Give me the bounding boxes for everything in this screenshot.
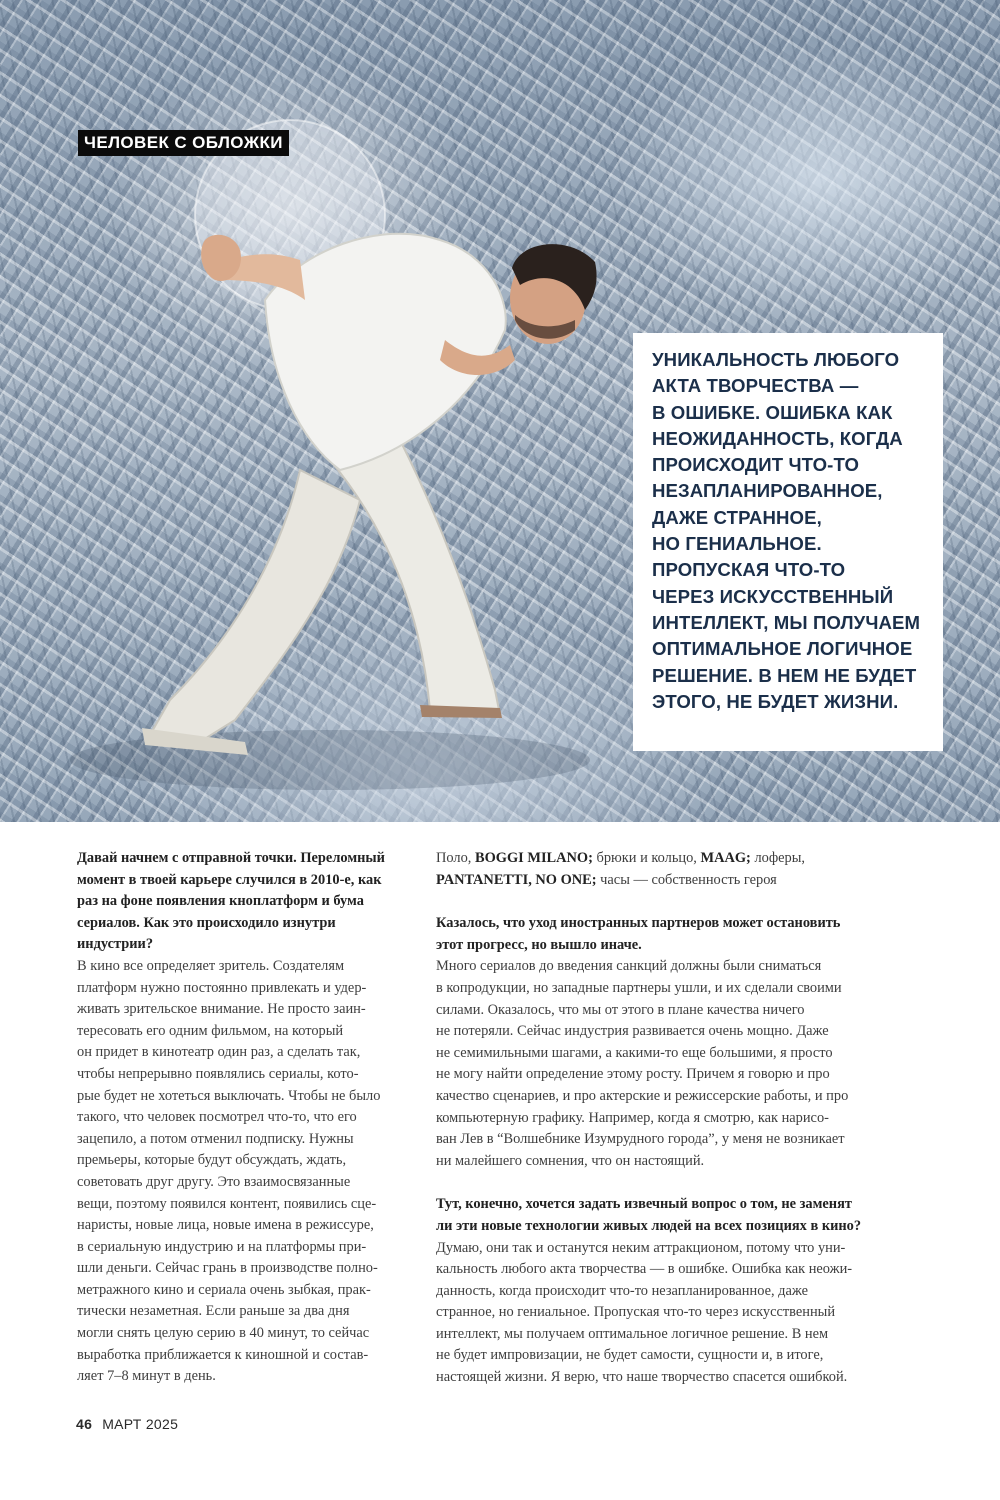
left-column — [77, 848, 412, 1388]
credits-text: часы — собственность героя — [596, 871, 777, 888]
answer-line: ляет 7–8 минут в день. — [77, 1368, 216, 1385]
answer-line: ни малейшего сомнения, что он настоящий. — [436, 1152, 705, 1169]
question-line: Давай начнем с отправной точки. Переломный — [77, 850, 385, 866]
interview-question — [436, 1194, 926, 1237]
answer-line: силами. Оказалось, что мы от этого в плане качества ничего — [436, 1001, 805, 1018]
answer-line: наристы, новые лица, новые имена в режиссуре, — [77, 1217, 374, 1234]
answer-line: ван Лев в “Волшебнике Изумрудного города”, у меня не возникает — [436, 1131, 845, 1148]
answer-line: в сериальную индустрию и на платформы при- — [77, 1238, 367, 1255]
answer-line: выработка приближается к киношной и состав- — [77, 1346, 369, 1363]
answer-line: чтобы непрерывно появлялись сериалы, кото- — [77, 1065, 359, 1082]
answer-line: Много сериалов до введения санкций должны были сниматься — [436, 958, 822, 975]
answer-line: компьютерную графику. Например, когда я смотрю, как нарисо- — [436, 1109, 829, 1126]
answer-line: зацепило, а потом отменил подписку. Нужны — [77, 1130, 354, 1147]
pull-quote-line: ЧЕРЕЗ ИСКУССТВЕННЫЙ — [652, 585, 894, 607]
pull-quote-line: АКТА ТВОРЧЕСТВА — — [652, 375, 859, 397]
pull-quote-line: ЭТОГО, НЕ БУДЕТ ЖИЗНИ. — [652, 690, 899, 712]
question-line: раз на фоне появления кноплатформ и бума — [77, 893, 364, 910]
pull-quote-line: В ОШИБКЕ. ОШИБКА КАК — [652, 401, 893, 423]
answer-line: качество сценариев, и про актерские и режиссерские работы, и про — [436, 1087, 849, 1104]
pull-quote — [633, 333, 943, 751]
answer-line: могли снять целую серию в 40 минут, то сейчас — [77, 1325, 370, 1342]
answer-line: живать зрительское внимание. Не просто заин- — [77, 1001, 366, 1018]
answer-line: премьеры, которые будут обсуждать, ждать, — [77, 1152, 347, 1169]
page-footer — [76, 1416, 178, 1432]
answer-line: интеллект, мы получаем оптимальное логичное решение. В нем — [436, 1325, 829, 1342]
pull-quote-line: ОПТИМАЛЬНОЕ ЛОГИЧНОЕ — [652, 638, 913, 660]
answer-line: в копродукции, но западные партнеры ушли, и их сделали своими — [436, 979, 842, 996]
right-column — [436, 848, 926, 1389]
question-line: индустрии? — [77, 936, 154, 953]
interview-answer — [77, 956, 412, 1388]
interview-question — [436, 913, 926, 956]
pull-quote-line: ИНТЕЛЛЕКТ, МЫ ПОЛУЧАЕМ — [652, 611, 921, 633]
photo-credits — [436, 848, 926, 891]
section-label: ЧЕЛОВЕК С ОБЛОЖКИ — [78, 130, 289, 156]
answer-line: вещи, поэтому появился контент, появились сце- — [77, 1195, 377, 1212]
answer-line: рые будет не хотеться выключать. Чтобы не было — [77, 1087, 381, 1104]
interview-answer — [436, 1238, 926, 1389]
answer-line: данность, когда происходит что-то незапланированное, даже — [436, 1282, 808, 1299]
pull-quote-line: ДАЖЕ СТРАННОЕ, — [652, 506, 822, 528]
answer-line: советовать друг другу. Это взаимосвязанные — [77, 1173, 351, 1190]
spacer — [436, 891, 926, 913]
question-line: Тут, конечно, хочется задать извечный вопрос о том, не заменят — [436, 1196, 852, 1213]
pull-quote-line: НЕЗАПЛАНИРОВАННОЕ, — [652, 480, 883, 502]
answer-line: платформ нужно постоянно привлекать и удер- — [77, 979, 367, 996]
credits-text: лоферы, — [750, 850, 805, 866]
spacer — [436, 1172, 926, 1194]
answer-line: он придет в кинотеатр один раз, а сделать так, — [77, 1044, 361, 1061]
pull-quote-line: РЕШЕНИЕ. В НЕМ НЕ БУДЕТ — [652, 664, 917, 686]
brand-name: MAAG; — [700, 850, 751, 866]
answer-line: Думаю, они так и останутся неким аттракционом, потому что уни- — [436, 1239, 846, 1256]
question-line: ли эти новые технологии живых людей на всех позициях в кино? — [436, 1217, 862, 1234]
answer-line: странное, но гениальное. Пропуская что-то через искусственный — [436, 1304, 836, 1321]
answer-line: тересовать его одним фильмом, на который — [77, 1022, 344, 1039]
answer-line: не семимильными шагами, а какими-то еще большими, я просто — [436, 1044, 833, 1061]
pull-quote-line: ПРОПУСКАЯ ЧТО-ТО — [652, 559, 846, 581]
answer-line: В кино все определяет зритель. Создателям — [77, 957, 345, 974]
question-line: момент в твоей карьере случился в 2010-е, как — [77, 871, 382, 888]
answer-line: не потеряли. Сейчас индустрия развивается очень мощно. Даже — [436, 1023, 829, 1040]
pull-quote-line: НЕОЖИДАННОСТЬ, КОГДА — [652, 427, 903, 449]
brand-name: BOGGI MILANO; — [474, 850, 593, 866]
answer-line: метражного кино и сериала очень зыбкая, прак- — [77, 1281, 371, 1298]
pull-quote-line: УНИКАЛЬНОСТЬ ЛЮБОГО — [652, 349, 900, 370]
answer-line: кальность любого акта творчества — в ошибке. Ошибка как неожи- — [436, 1261, 853, 1278]
page-number: 46 — [76, 1416, 93, 1432]
question-line: этот прогресс, но вышло иначе. — [436, 936, 642, 953]
answer-line: шли деньги. Сейчас грань в производстве полно- — [77, 1260, 378, 1277]
interview-question — [77, 848, 412, 956]
answer-line: такого, что человек посмотрел что-то, что его — [77, 1109, 357, 1126]
issue-date: МАРТ 2025 — [102, 1416, 179, 1432]
answer-line: не могу найти определение этому росту. Причем я говорю и про — [436, 1066, 830, 1083]
answer-line: тически незаметная. Если раньше за два дня — [77, 1303, 350, 1320]
pull-quote-line: НО ГЕНИАЛЬНОЕ. — [652, 533, 822, 555]
pull-quote-line: ПРОИСХОДИТ ЧТО-ТО — [652, 454, 860, 476]
answer-line: не будет импровизации, не будет самости, сущности и, в итоге, — [436, 1347, 824, 1364]
credits-line — [436, 848, 926, 870]
credits-text: Поло, — [436, 850, 475, 866]
credits-line — [436, 870, 926, 892]
brand-name: PANTANETTI, NO ONE; — [436, 871, 597, 888]
answer-line: настоящей жизни. Я верю, что наше творчество спасется ошибкой. — [436, 1369, 848, 1386]
question-line: Казалось, что уход иностранных партнеров может остановить — [436, 915, 841, 932]
question-line: сериалов. Как это происходило изнутри — [77, 914, 336, 931]
credits-text: брюки и кольцо, — [592, 850, 701, 866]
interview-answer — [436, 956, 926, 1172]
